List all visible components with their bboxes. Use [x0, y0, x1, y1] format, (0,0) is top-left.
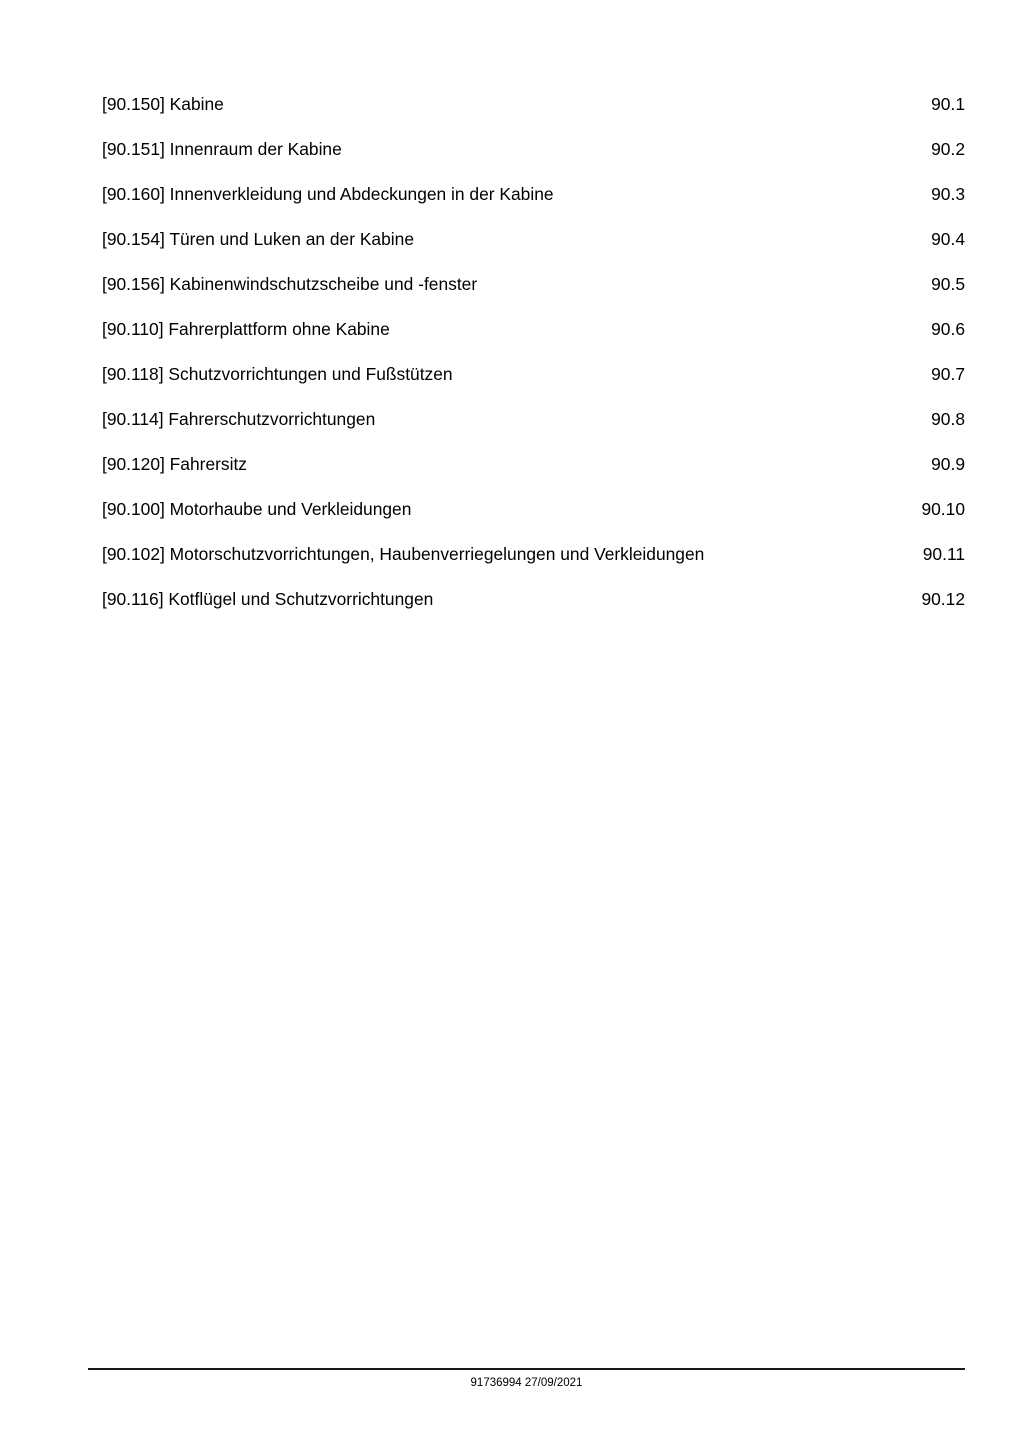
toc-entry-page-number: 90.6: [931, 319, 965, 339]
toc-entry-page-number: 90.1: [931, 94, 965, 114]
toc-entry-title: [90.120] Fahrersitz: [102, 454, 247, 474]
toc-entry-page-number: 90.5: [931, 274, 965, 294]
toc-dot-leader: [416, 228, 900, 245]
table-of-contents: [102, 82, 965, 622]
toc-dot-leader: [377, 408, 900, 425]
toc-entry[interactable]: [102, 262, 965, 307]
toc-entry-page-number: 90.7: [931, 364, 965, 384]
toc-entry[interactable]: [102, 577, 965, 622]
toc-entry[interactable]: [102, 532, 965, 577]
toc-dot-leader: [479, 273, 900, 290]
toc-entry[interactable]: [102, 217, 965, 262]
toc-entry[interactable]: [102, 172, 965, 217]
footer-text: 91736994 27/09/2021: [470, 1377, 583, 1389]
toc-dot-leader: [455, 363, 900, 380]
toc-entry-title: [90.154] Türen und Luken an der Kabine: [102, 229, 414, 249]
toc-entry[interactable]: [102, 442, 965, 487]
toc-entry-title: [90.156] Kabinenwindschutzscheibe und -fenster: [102, 274, 478, 294]
footer-divider: [88, 1368, 965, 1370]
page-footer: [88, 1368, 965, 1389]
toc-dot-leader: [392, 318, 900, 335]
toc-entry[interactable]: [102, 307, 965, 352]
toc-entry-page-number: 90.2: [931, 139, 965, 159]
toc-entry-title: [90.114] Fahrerschutzvorrichtungen: [102, 409, 376, 429]
toc-dot-leader: [435, 588, 900, 605]
toc-dot-leader: [706, 543, 900, 560]
toc-dot-leader: [413, 498, 900, 515]
toc-entry-page-number: 90.9: [931, 454, 965, 474]
toc-entry[interactable]: [102, 82, 965, 127]
toc-entry-title: [90.116] Kotflügel und Schutzvorrichtungen: [102, 589, 434, 609]
toc-entry-title: [90.151] Innenraum der Kabine: [102, 139, 342, 159]
toc-entry-page-number: 90.10: [921, 499, 965, 519]
toc-dot-leader: [556, 183, 900, 200]
toc-entry-page-number: 90.8: [931, 409, 965, 429]
toc-entry[interactable]: [102, 352, 965, 397]
toc-dot-leader: [249, 453, 900, 470]
toc-entry-title: [90.102] Motorschutzvorrichtungen, Haubenverriegelungen und Verkleidungen: [102, 544, 705, 564]
toc-dot-leader: [344, 138, 900, 155]
toc-entry[interactable]: [102, 127, 965, 172]
toc-entry-title: [90.118] Schutzvorrichtungen und Fußstützen: [102, 364, 453, 384]
toc-entry-title: [90.150] Kabine: [102, 94, 224, 114]
toc-entry-page-number: 90.11: [922, 544, 965, 564]
toc-dot-leader: [226, 93, 900, 110]
toc-entry-title: [90.110] Fahrerplattform ohne Kabine: [102, 319, 390, 339]
toc-entry-page-number: 90.3: [931, 184, 965, 204]
toc-entry-title: [90.160] Innenverkleidung und Abdeckungen in der Kabine: [102, 184, 554, 204]
toc-entry[interactable]: [102, 397, 965, 442]
toc-entry-page-number: 90.12: [921, 589, 965, 609]
toc-entry-page-number: 90.4: [931, 229, 965, 249]
toc-entry-title: [90.100] Motorhaube und Verkleidungen: [102, 499, 412, 519]
toc-entry[interactable]: [102, 487, 965, 532]
